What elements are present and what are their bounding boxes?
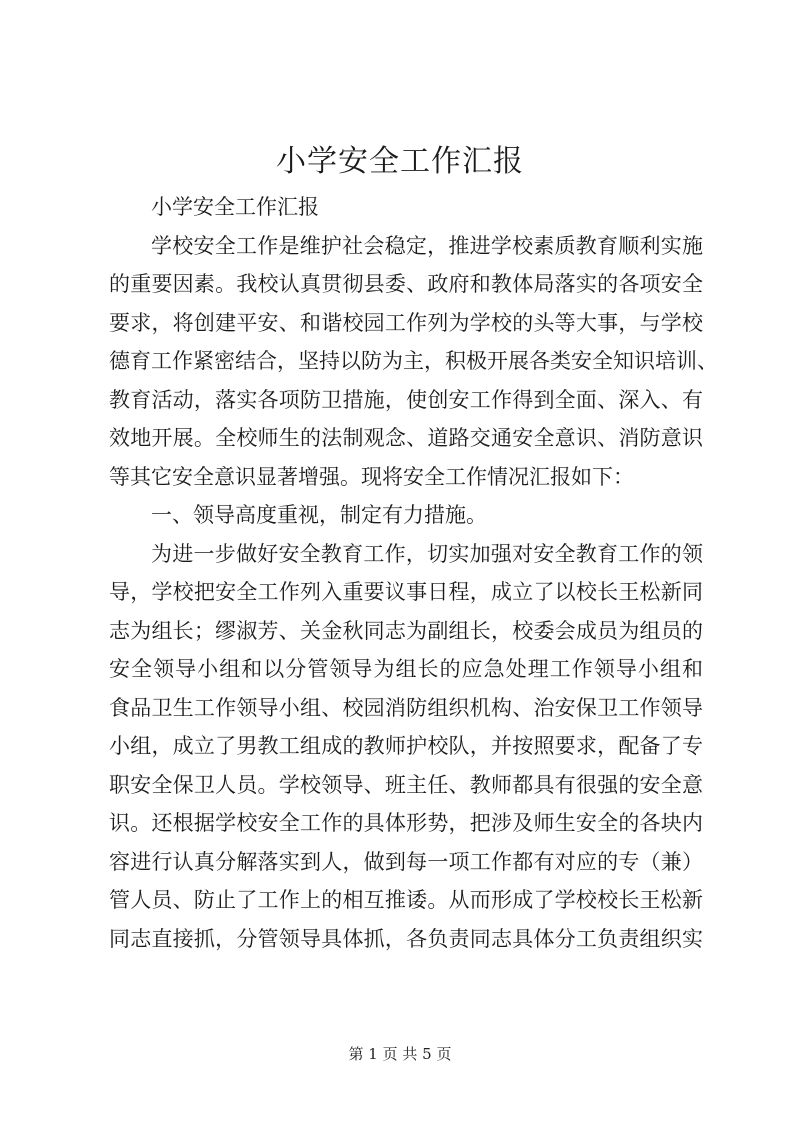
body-line: 小组，成立了男教工组成的教师护校队，并按照要求，配备了专 [109, 734, 703, 758]
document-body [109, 188, 718, 958]
body-line: 容进行认真分解落实到人，做到每一项工作都有对应的专（兼） [109, 849, 703, 874]
body-line: 效地开展。全校师生的法制观念、道路交通安全意识、消防意识 [109, 426, 703, 450]
document-title: 小学安全工作汇报 [276, 144, 524, 179]
body-line: 志为组长；缪淑芳、关金秋同志为副组长，校委会成员为组员的 [109, 618, 703, 643]
body-line: 德育工作紧密结合，坚持以防为主，积极开展各类安全知识培训、 [109, 349, 718, 373]
body-line: 食品卫生工作领导小组、校园消防组织机构、治安保卫工作领导 [109, 695, 703, 720]
section-heading: 一、领导高度重视，制定有力措施。 [151, 503, 487, 527]
body-line: 同志直接抓，分管领导具体抓，各负责同志具体分工负责组织实 [109, 926, 703, 951]
body-line: 小学安全工作汇报 [151, 195, 319, 219]
body-line: 等其它安全意识显著增强。现将安全工作情况汇报如下： [109, 464, 634, 489]
body-line: 安全领导小组和以分管领导为组长的应急处理工作领导小组和 [109, 657, 703, 681]
page-footer: 第 1 页 共 5 页 [348, 1045, 452, 1063]
body-line: 学校安全工作是维护社会稳定，推进学校素质教育顺利实施 [151, 233, 703, 258]
body-line: 管人员、防止了工作上的相互推诿。从而形成了学校校长王松新 [109, 888, 703, 912]
body-line: 的重要因素。我校认真贯彻县委、政府和教体局落实的各项安全 [109, 272, 703, 296]
body-line: 识。还根据学校安全工作的具体形势，把涉及师生安全的各块内 [109, 811, 703, 835]
body-line: 导，学校把安全工作列入重要议事日程，成立了以校长王松新同 [109, 580, 703, 604]
body-line: 为进一步做好安全教育工作，切实加强对安全教育工作的领 [151, 541, 703, 566]
body-line: 教育活动，落实各项防卫措施，使创安工作得到全面、深入、有 [109, 387, 703, 412]
body-line: 要求，将创建平安、和谐校园工作列为学校的头等大事，与学校 [109, 310, 703, 335]
body-line: 职安全保卫人员。学校领导、班主任、教师都具有很强的安全意 [109, 772, 703, 797]
